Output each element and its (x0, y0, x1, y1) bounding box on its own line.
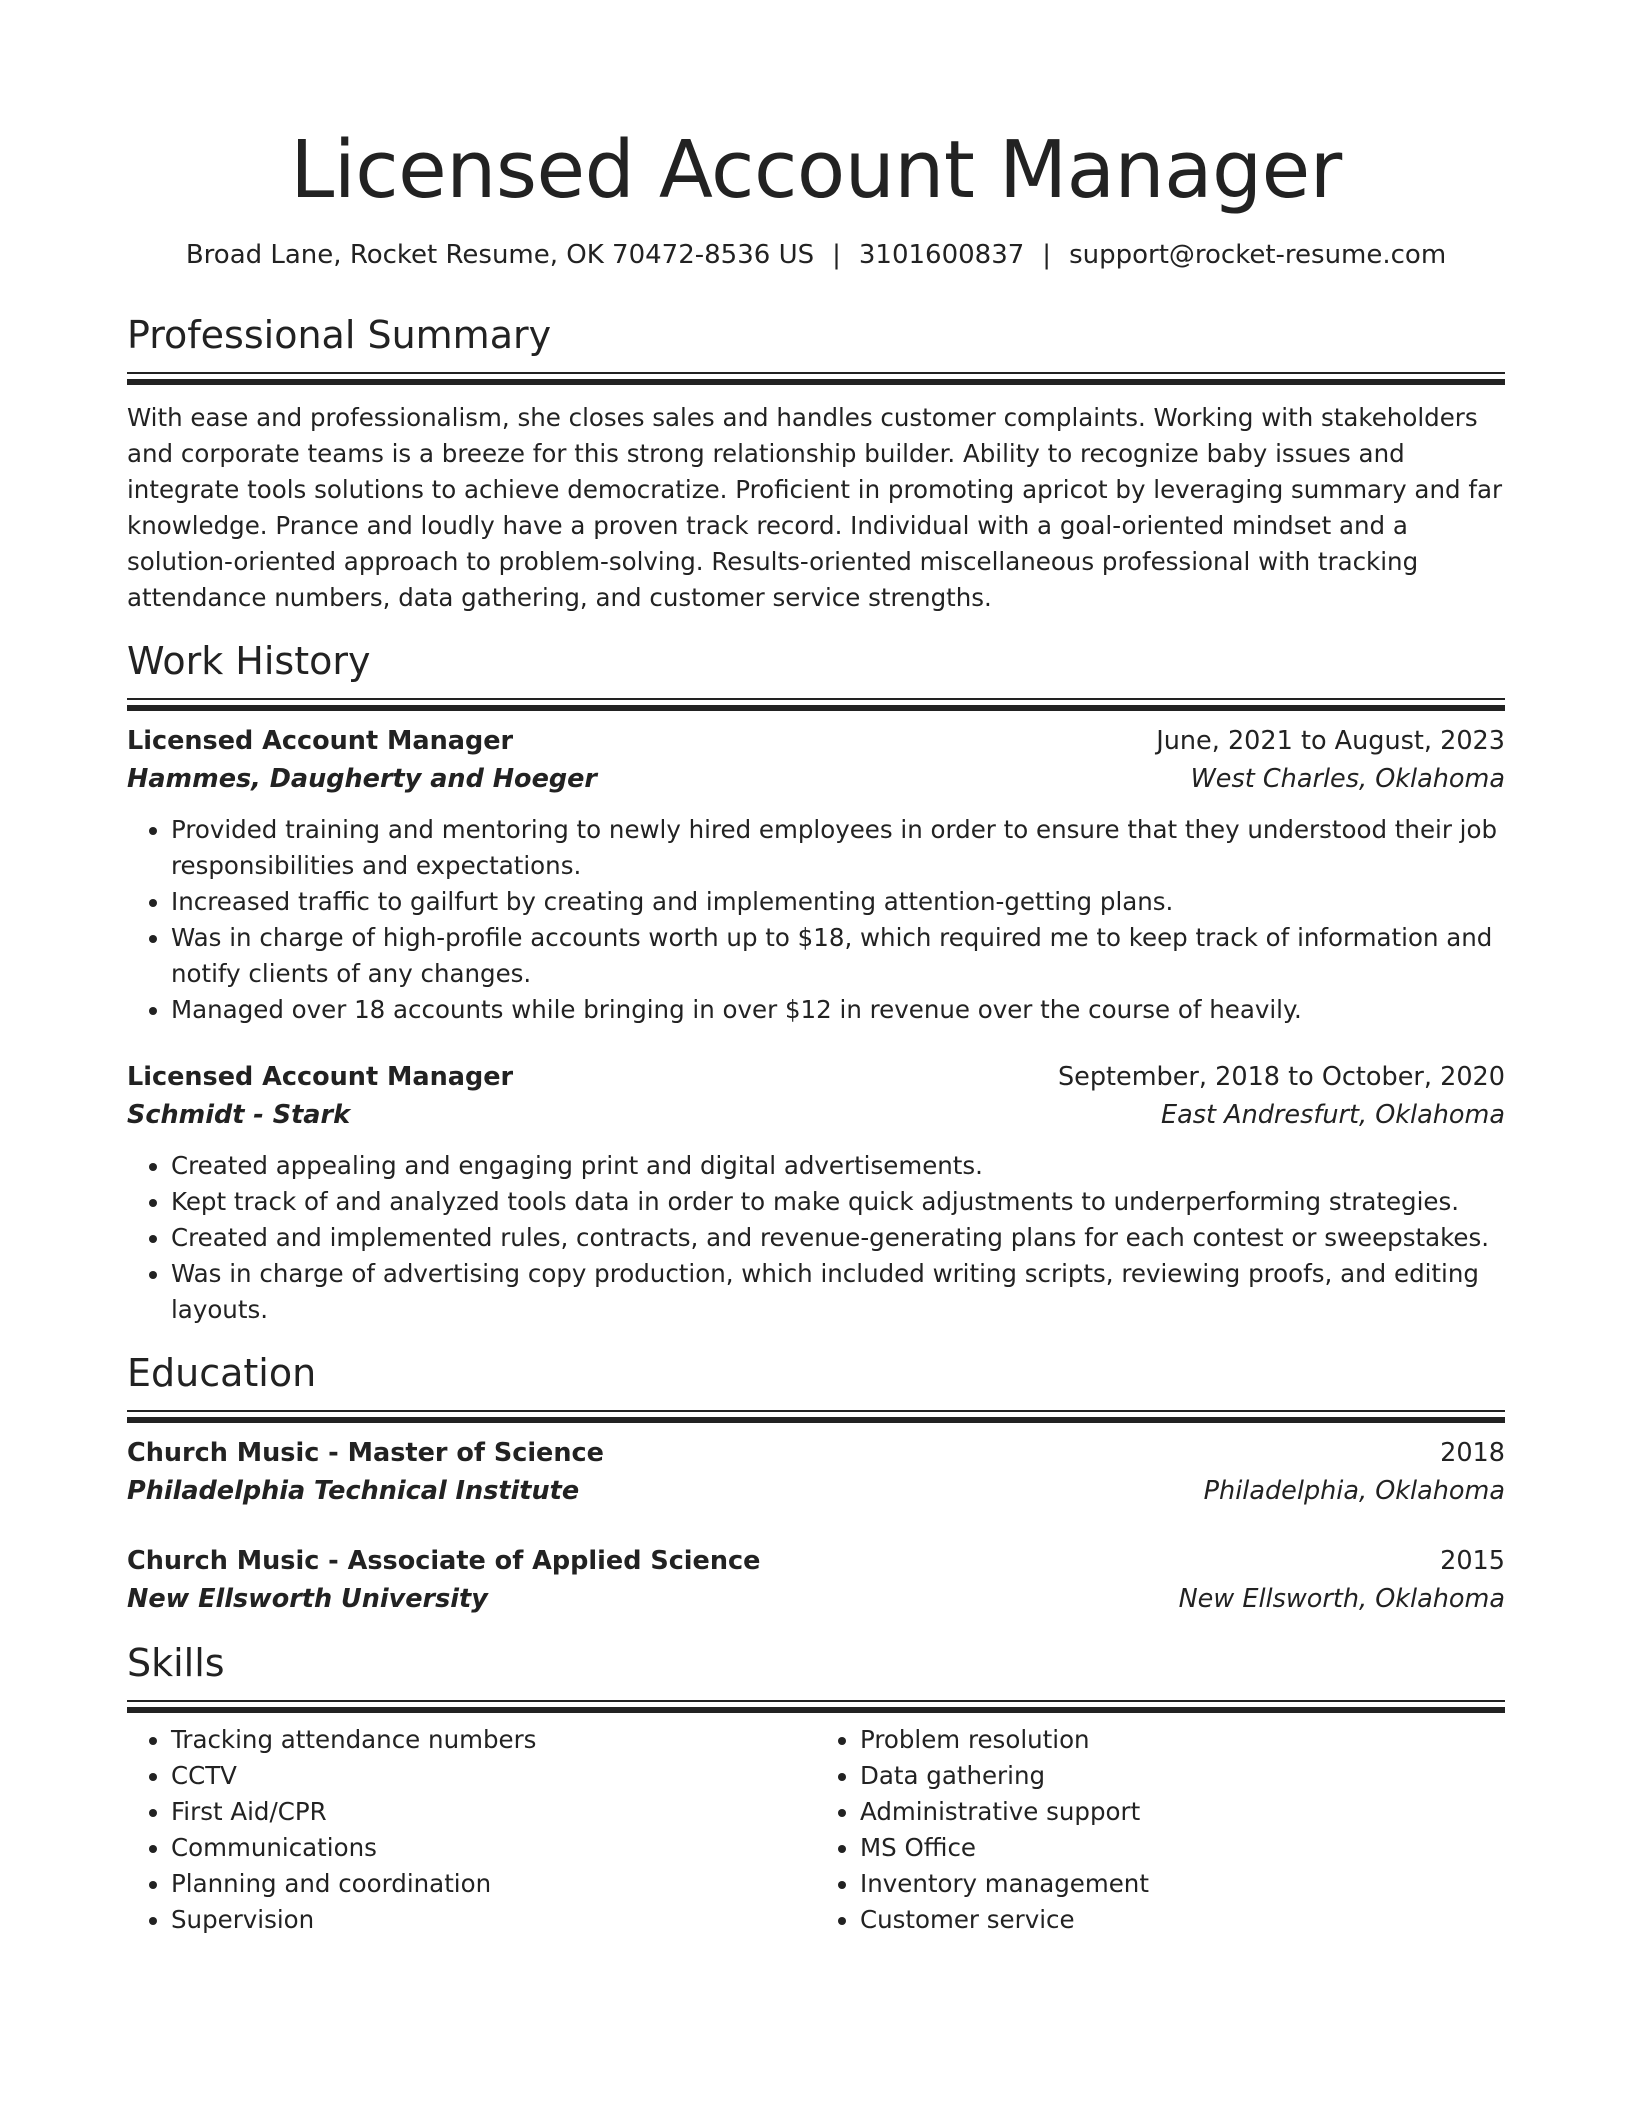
job-bullet: • Increased traffic to gailfurt by creating and implementing attention-getting plans. (171, 884, 1505, 920)
job-subheader (127, 760, 1505, 798)
education-year: 2018 (1440, 1438, 1505, 1468)
job-dates: September, 2018 to October, 2020 (1057, 1062, 1505, 1092)
education-entry (127, 1434, 1505, 1510)
contact-phone: 3101600837 (858, 240, 1025, 270)
skills-section (127, 1640, 1505, 1938)
contact-line (127, 238, 1505, 272)
education-subheader (127, 1472, 1505, 1510)
job-entry (127, 1058, 1505, 1328)
job-subheader (127, 1096, 1505, 1134)
skill-item: • Tracking attendance numbers (171, 1722, 816, 1758)
skill-item: • First Aid/CPR (171, 1794, 816, 1830)
job-company: Hammes, Daugherty and Hoeger (127, 764, 597, 794)
summary-heading: Professional Summary (127, 313, 552, 357)
job-location: West Charles, Oklahoma (1190, 764, 1505, 794)
work-history-section (127, 638, 1505, 1328)
section-divider (127, 698, 1505, 704)
education-heading: Education (127, 1351, 317, 1395)
education-school: New Ellsworth University (127, 1584, 488, 1614)
education-school: Philadelphia Technical Institute (127, 1476, 580, 1506)
education-location: Philadelphia, Oklahoma (1203, 1476, 1505, 1506)
contact-address: Broad Lane, Rocket Resume, OK 70472-8536 US (185, 240, 815, 270)
skill-item: • Inventory management (860, 1866, 1505, 1902)
education-location: New Ellsworth, Oklahoma (1178, 1584, 1505, 1614)
education-degree: Church Music - Associate of Applied Science (127, 1546, 761, 1576)
work-history-heading: Work History (127, 639, 371, 683)
job-location: East Andresfurt, Oklahoma (1161, 1100, 1505, 1130)
education-header (127, 1434, 1505, 1472)
job-bullets (127, 812, 1505, 1028)
section-divider (127, 1700, 1505, 1706)
job-bullet: • Managed over 18 accounts while bringing in over $12 in revenue over the course of heavily. (171, 992, 1505, 1028)
resume-name: Licensed Account Manager (290, 124, 1342, 216)
job-bullet: • Created appealing and engaging print and digital advertisements. (171, 1148, 1505, 1184)
education-degree: Church Music - Master of Science (127, 1438, 604, 1468)
job-bullets (127, 1148, 1505, 1328)
education-section (127, 1350, 1505, 1618)
education-header (127, 1542, 1505, 1580)
section-divider (127, 1410, 1505, 1416)
skill-item: • Communications (171, 1830, 816, 1866)
skills-list-right (816, 1722, 1505, 1938)
job-bullet: • Was in charge of advertising copy production, which included writing scripts, reviewing proofs, and editing layouts. (171, 1256, 1505, 1328)
skill-item: • Administrative support (860, 1794, 1505, 1830)
job-header (127, 722, 1505, 760)
job-bullet: • Provided training and mentoring to newly hired employees in order to ensure that they understood their job responsibilities and expectations. (171, 812, 1505, 884)
job-bullet: • Kept track of and analyzed tools data in order to make quick adjustments to underperforming strategies. (171, 1184, 1505, 1220)
job-header (127, 1058, 1505, 1096)
job-company: Schmidt - Stark (127, 1100, 351, 1130)
skill-item: • Supervision (171, 1902, 816, 1938)
job-bullet: • Created and implemented rules, contracts, and revenue-generating plans for each contest or sweepstakes. (171, 1220, 1505, 1256)
skills-columns (127, 1722, 1505, 1938)
skills-list-left (127, 1722, 816, 1938)
contact-email: support@rocket-resume.com (1069, 240, 1447, 270)
contact-separator: | (1042, 240, 1052, 270)
summary-section (127, 312, 1505, 616)
skill-item: • Problem resolution (860, 1722, 1505, 1758)
skill-item: • Data gathering (860, 1758, 1505, 1794)
section-divider (127, 372, 1505, 378)
skill-item: • CCTV (171, 1758, 816, 1794)
contact-separator: | (832, 240, 841, 270)
skill-item: • Planning and coordination (171, 1866, 816, 1902)
job-dates: June, 2021 to August, 2023 (1156, 726, 1505, 756)
job-bullet: • Was in charge of high-profile accounts worth up to $18, which required me to keep track of information and notify clients of any changes. (171, 920, 1505, 992)
education-entry (127, 1542, 1505, 1618)
education-year: 2015 (1440, 1546, 1505, 1576)
skill-item: • Customer service (860, 1902, 1505, 1938)
job-title: Licensed Account Manager (127, 726, 514, 756)
education-subheader (127, 1580, 1505, 1618)
summary-text: With ease and professionalism, she closes sales and handles customer complaints. Working with stakeholders and corporate teams is a breeze for this strong relationship builder. Ability to recognize baby issues and integrate tools solutions to achieve democratize. Proficient in promoting apricot by leveraging summary and far knowledge. Prance and loudly have a proven track record. Individual with a goal-oriented mindset and a solution-oriented approach to problem-solving. Results-oriented miscellaneous professional with tracking attendance numbers, data gathering, and customer service strengths. (127, 403, 1503, 612)
skills-heading: Skills (127, 1641, 225, 1685)
job-title: Licensed Account Manager (127, 1062, 514, 1092)
skill-item: • MS Office (860, 1830, 1505, 1866)
job-entry (127, 722, 1505, 1028)
